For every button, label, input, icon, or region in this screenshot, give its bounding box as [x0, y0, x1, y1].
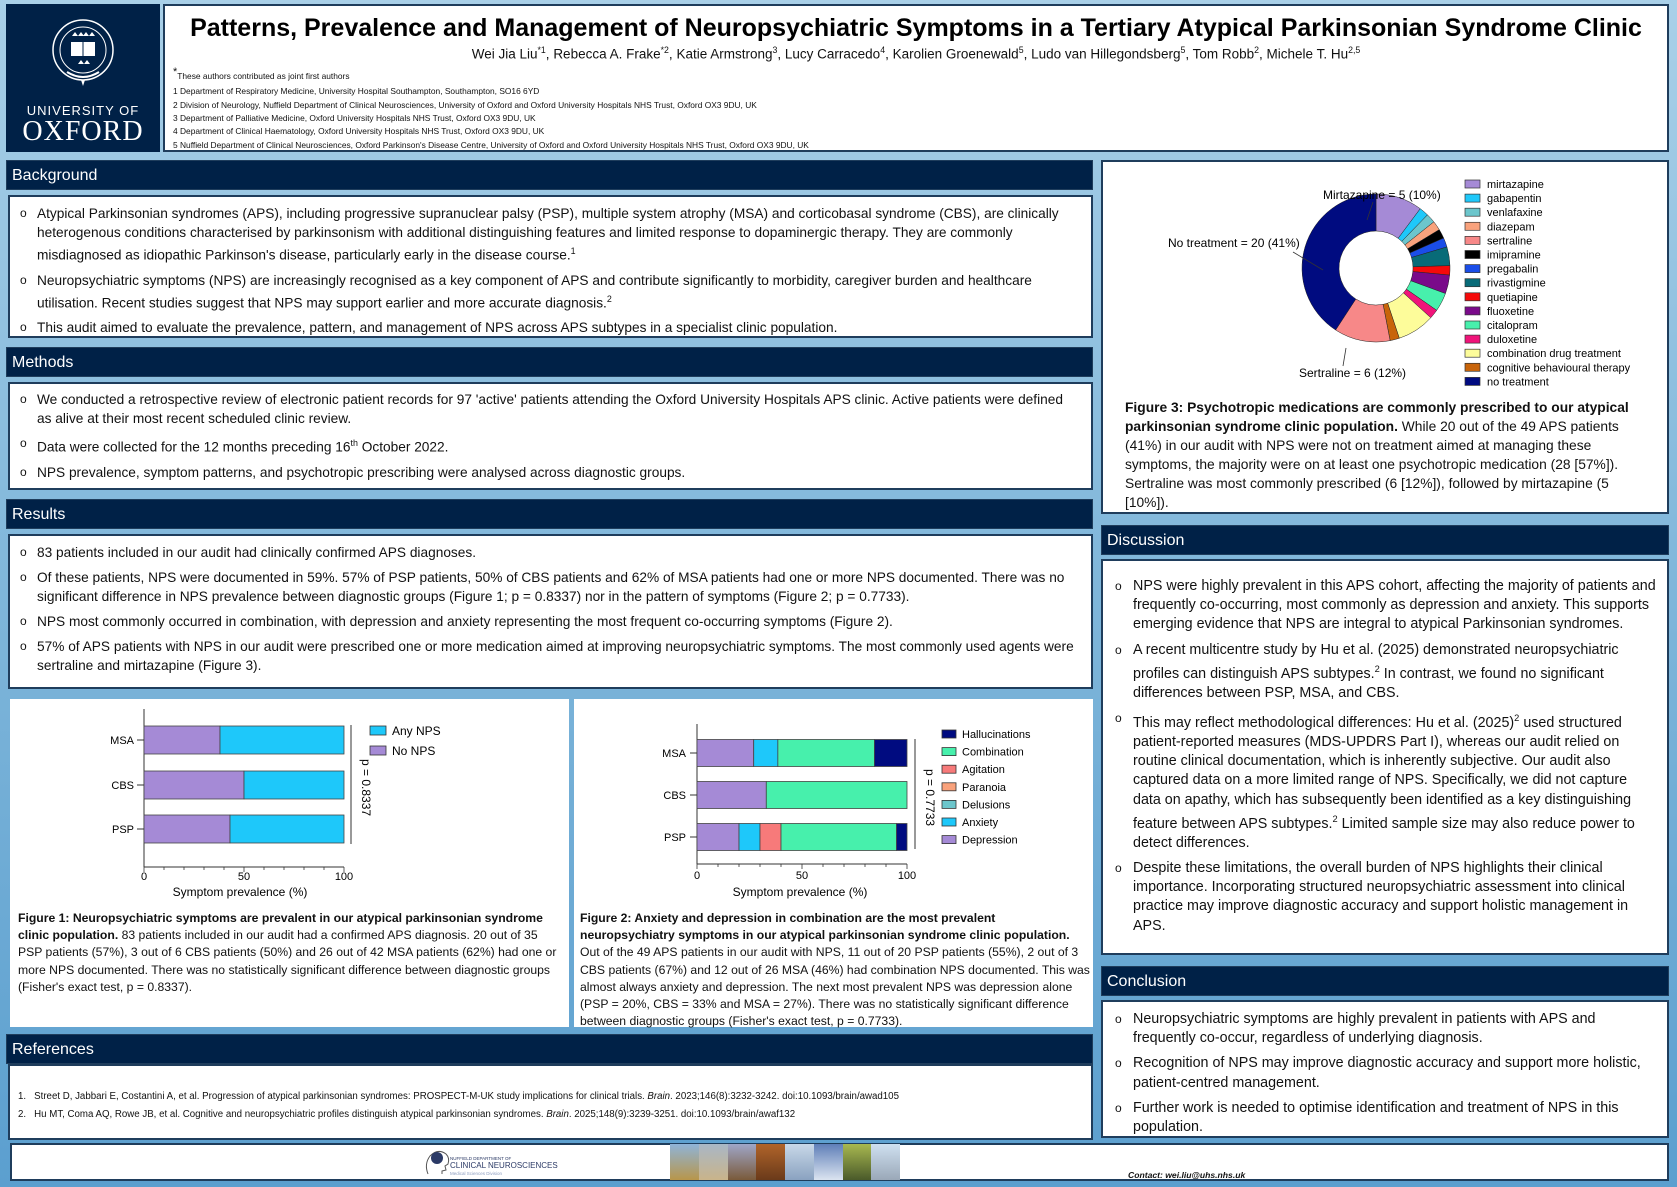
discussion-bullet: o A recent multicentre study by Hu et al. (2025) demonstrated neuropsychiatric profiles can distinguish APS subtypes.$^2$ In contrast, we found no significant differences between PSP, MSA, and CBS. — [1103, 641, 1657, 703]
svg-text:50: 50 — [237, 871, 251, 883]
bar-segment — [244, 771, 344, 799]
conclusion-heading: Conclusion — [1101, 966, 1669, 996]
results-bullet: o NPS most commonly occurred in combination, with depression and anxiety representing the most frequent co-occurring symptoms (Figure 2). — [10, 612, 1079, 631]
results-section — [8, 534, 1093, 689]
author: Katie Armstrong — [676, 46, 773, 62]
poster-title: Patterns, Prevalence and Management of Neuropsychiatric Symptoms in a Tertiary Atypical Parkinsonian Syndrome Clinic — [190, 14, 1642, 42]
bar-segment — [220, 726, 344, 754]
category-label: MSA — [662, 748, 686, 760]
legend-label: diazepam — [1487, 221, 1535, 234]
bar-segment — [739, 824, 760, 851]
discussion-bullet: o This may reflect methodological differences: Hu et al. $(2025)^2$ used structured patient-reported measures (MDS-UPDRS Part I), whereas our audit relied on routine clinical documentation, which is inherently subjective. Our audit also captured data on a more limited range of NPS. Specifically, we did not capture data on apathy, which has subsequently been identified as a key distinguishing feature between APS subtypes.$^2$ Limited sample size may also reduce power to detect differences. — [1103, 709, 1657, 853]
bar-segment — [874, 740, 907, 767]
figure-1-panel — [10, 699, 569, 1027]
contact-email[interactable]: Contact: wei.liu@uhs.nhs.uk — [1128, 1170, 1246, 1180]
reference-item: 1. Street D, Jabbari E, Costantini A, et al. Progression of atypical parkinsonian syndromes: PROSPECT-M-UK study implications for clinical trials. Brain. 2023;146(8):3232-3242. doi:10.1093/brain/awad105 — [18, 1091, 899, 1102]
oxford-crest-icon — [45, 14, 121, 90]
figure-2-chart — [574, 699, 1093, 904]
author: Rebecca A. Frake — [553, 46, 661, 62]
conclusion-bullet: o Recognition of NPS may improve diagnostic accuracy and support more holistic, patient-centred management. — [1103, 1054, 1659, 1092]
legend-label: Any NPS — [392, 724, 441, 738]
methods-bullet: o NPS prevalence, symptom patterns, and psychotropic prescribing were analysed across diagnostic groups. — [10, 463, 1079, 482]
legend-label: Agitation — [962, 764, 1005, 777]
svg-text:0: 0 — [140, 871, 148, 883]
conclusion-section — [1101, 1000, 1669, 1138]
methods-bullet: o We conducted a retrospective review of electronic patient records for 97 'active' patients attending the Oxford University Hospitals APS clinic. Active patients were defined as alive at their most recent scheduled clinic review. — [10, 390, 1079, 428]
svg-text:0: 0 — [693, 870, 701, 882]
author: Michele T. Hu — [1266, 46, 1349, 62]
bar-segment — [697, 824, 739, 851]
category-label: PSP — [663, 832, 686, 844]
bar-segment — [766, 782, 907, 809]
svg-text:NUFFIELD DEPARTMENT OF: NUFFIELD DEPARTMENT OF — [450, 1156, 512, 1161]
legend-label: fluoxetine — [1487, 305, 1535, 318]
author: Lucy Carracedo — [784, 46, 881, 62]
figure-3-caption: Figure 3: Psychotropic medications are commonly prescribed to our atypical parkinsonian syndrome clinic population. While 20 out of the 49 APS patients (41%) in our audit with NPS were not on treatment aimed at managing these symptoms, the majority were on at least one psychotropic medication (28 [57%]). Sertraline was most commonly prescribed (6 [12%]), followed by mirtazapine (5 [10%]). — [1125, 400, 1629, 510]
svg-text:100: 100 — [334, 871, 354, 883]
figure-3-panel — [1101, 160, 1669, 514]
reference-item: 2. Hu MT, Coma AQ, Rowe JB, et al. Cognitive and neuropsychiatric profiles distinguish atypical parkinsonian syndromes. Brain. 2025;148(9):3239-3251. doi:10.1093/brain/awaf132 — [18, 1109, 796, 1120]
bar-segment — [760, 824, 781, 851]
bar-segment — [697, 782, 766, 809]
legend-label: sertraline — [1487, 235, 1533, 248]
background-heading: Background — [6, 160, 1093, 190]
bar-segment — [144, 771, 244, 799]
legend-label: no treatment — [1487, 376, 1549, 389]
background-bullet: o Atypical Parkinsonian syndromes (APS), including progressive supranuclear palsy (PSP), multiple system atrophy (MSA) and corticobasal syndrome (CBS), are clinically heterogenous conditions characterised by parkinsonism with additional distinguishing features and limited response to dopaminergic therapy. They are commonly misdiagnosed as idiopathic Parkinson's disease, particularly early in the disease course.$^1$ — [10, 204, 1079, 265]
results-heading: Results — [6, 499, 1093, 529]
legend-label: rivastigmine — [1487, 277, 1546, 290]
bar-segment — [144, 726, 220, 754]
discussion-section — [1101, 559, 1669, 955]
bar-segment — [230, 815, 344, 843]
bar-segment — [697, 740, 754, 767]
bar-segment — [144, 815, 230, 843]
annotation-mirtazapine: Mirtazapine = 5 (10%) — [1323, 188, 1441, 202]
affiliation: 4 Department of Clinical Haematology, Oxford University Hospitals NHS Trust, Oxford OX3 9DU, UK — [173, 126, 545, 137]
affiliations — [173, 66, 809, 152]
author: Wei Jia Liu — [471, 46, 538, 62]
bar-segment — [897, 824, 908, 851]
joint-author-note: *These authors contributed as joint first authors — [173, 66, 350, 81]
annotation-sertraline: Sertraline = 6 (12%) — [1299, 366, 1407, 380]
conclusion-bullet: o Further work is needed to optimise identification and treatment of NPS in this population. — [1103, 1099, 1659, 1137]
affiliation: 5 Nuffield Department of Clinical Neurosciences, Oxford Parkinson's Disease Centre, University of Oxford and Oxford University Hospitals NHS Trust, Oxford OX3 9DU, UK — [173, 139, 809, 150]
figure-1-chart — [10, 699, 569, 899]
legend-label: citalopram — [1487, 320, 1538, 332]
figure-3-chart — [1103, 162, 1667, 392]
bar-segment — [781, 824, 897, 851]
author: Karolien Groenewald — [892, 46, 1019, 62]
legend-label: Depression — [962, 834, 1018, 847]
affiliation: 2 Division of Neurology, Nuffield Department of Clinical Neurosciences, University of Oxford and Oxford University Hospitals NHS Trust, Oxford OX3 9DU, UK — [173, 99, 757, 110]
svg-text:100: 100 — [897, 870, 917, 882]
legend-label: cognitive behavioural therapy — [1487, 362, 1631, 375]
methods-heading: Methods — [6, 347, 1093, 377]
svg-text:Medical Sciences Division: Medical Sciences Division — [450, 1171, 503, 1176]
svg-text:50: 50 — [795, 870, 809, 882]
methods-section — [8, 382, 1093, 490]
bar-segment — [778, 740, 875, 767]
legend-label: Paranoia — [962, 781, 1007, 794]
legend-label: Delusions — [962, 799, 1011, 812]
ndcn-logo — [420, 1146, 570, 1178]
bar-segment — [754, 740, 778, 767]
figure-2-panel — [574, 699, 1093, 1027]
background-bullet: o Neuropsychiatric symptoms (NPS) are increasingly recognised as a key component of APS and contribute significantly to morbidity, caregiver burden and healthcare utilisation. Recent studies suggest that NPS may support earlier and more accurate diagnosis.$^2$ — [10, 271, 1079, 313]
author: Ludo van Hillegondsberg — [1031, 46, 1181, 62]
affiliation: 3 Department of Palliative Medicine, Oxford University Hospitals NHS Trust, Oxford OX3 9DU, UK — [173, 113, 536, 124]
legend-label: mirtazapine — [1487, 179, 1544, 191]
svg-text:CLINICAL NEUROSCIENCES: CLINICAL NEUROSCIENCES — [450, 1161, 558, 1170]
university-logo — [6, 4, 160, 152]
figure-2-caption: Figure 2: Anxiety and depression in combination are the most prevalent neuropsychiatry symptoms in our atypical parkinsonian syndrome clinic population. Out of the 49 APS patients in our audit with NPS, 11 out of 20 PSP patients (55%), 2 out of 3 CBS patients (67%) and 12 out of 26 MSA (46%) had combination NPS documented. This was almost always anxiety and depression. The next most prevalent NPS was depression alone (PSP = 20%, CBS = 33% and MSA = 27%). There was no statistically significant difference between diagnostic groups (Fisher's exact test, p = 0.7733). — [580, 911, 1090, 1029]
institution-line2: OXFORD — [22, 116, 144, 147]
affiliation: 1 Department of Respiratory Medicine, University Hospital Southampton, Southampton, SO16 6YD — [173, 86, 540, 97]
references-section — [8, 1064, 1093, 1140]
brain-head-icon — [420, 1146, 570, 1178]
legend-label: imipramine — [1487, 249, 1541, 262]
legend-label: Hallucinations — [962, 729, 1031, 741]
x-axis-label: Symptom prevalence (%) — [732, 885, 868, 899]
legend-label: gabapentin — [1487, 193, 1542, 206]
category-label: CBS — [111, 780, 134, 792]
legend-label: duloxetine — [1487, 334, 1538, 347]
discussion-bullet: o NPS were highly prevalent in this APS cohort, affecting the majority of patients and frequently co-occurring, most commonly as depression and anxiety. This supports emerging evidence that NPS are integral to atypical Parkinsonian syndromes. — [1103, 577, 1657, 635]
conclusion-bullet: o Neuropsychiatric symptoms are highly prevalent in patients with APS and frequently co-occur, regardless of underlying diagnosis. — [1103, 1010, 1659, 1048]
category-label: CBS — [663, 790, 686, 802]
methods-bullet: o Data were collected for the 12 months preceding 16th October 2022. — [10, 434, 1079, 457]
figure-1-caption: Figure 1: Neuropsychiatric symptoms are prevalent in our atypical parkinsonian syndrome clinic population. 83 patients included in our audit had a confirmed APS diagnosis. 20 out of 35 PSP patients (57%), 3 out of 6 CBS patients (50%) and 26 out of 42 MSA patients (62%) had one or more NPS documented. There was no statistically significant difference between diagnostic groups (Fisher's exact test, p = 0.8337). — [18, 911, 557, 994]
results-bullet: o Of these patients, NPS were documented in 59%. 57% of PSP patients, 50% of CBS patients and 62% of MSA patients had one or more NPS documented. There was no significant difference in NPS prevalence between diagnostic groups (Figure 1; p = 0.8337) nor in the pattern of symptoms (Figure 2; p = 0.7733). — [10, 568, 1079, 606]
results-bullet: o 83 patients included in our audit had clinically confirmed APS diagnoses. — [10, 543, 1079, 562]
results-bullet: o 57% of APS patients with NPS in our audit were prescribed one or more medication aimed at improving neuropsychiatric symptoms. The most commonly used agents were sertraline and mirtazapine (Figure 3). — [10, 637, 1079, 675]
references-heading: References — [6, 1034, 1093, 1064]
background-section — [8, 195, 1093, 338]
p-value: p = 0.7733 — [923, 769, 937, 827]
author: Tom Robb — [1192, 46, 1255, 62]
legend-label: combination drug treatment — [1487, 348, 1621, 361]
discussion-bullet: o Despite these limitations, the overall burden of NPS highlights their clinical importance. Incorporating structured neuropsychiatric assessment into clinical practice may improve diagnostic accuracy and support holistic management in APS. — [1103, 859, 1657, 936]
background-bullet: o This audit aimed to evaluate the prevalence, pattern, and management of NPS across APS subtypes in a specialist clinic population. — [10, 318, 1079, 337]
building-photos-strip — [670, 1144, 900, 1180]
legend-label: quetiapine — [1487, 291, 1538, 304]
legend-label: No NPS — [392, 744, 436, 758]
p-value: p = 0.8337 — [359, 759, 373, 817]
discussion-heading: Discussion — [1101, 525, 1669, 555]
legend-label: Anxiety — [962, 817, 999, 829]
legend-label: Combination — [962, 746, 1024, 759]
annotation-no-treatment: No treatment = 20 (41%) — [1168, 236, 1300, 250]
poster-header — [163, 4, 1669, 152]
legend-label: venlafaxine — [1487, 207, 1543, 220]
category-label: PSP — [111, 824, 134, 836]
category-label: MSA — [110, 735, 134, 747]
author-list: Wei Jia Liu$^{*1}$, Rebecca A. Frake$^{*2}$, Katie Armstrong$^3$, Lucy Carracedo$^4$, Karolien Groenewald$^5$, Ludo van Hillegondsberg$^5$, Tom Robb$^2$, Michele T. Hu$^{2,5}$ — [471, 45, 1361, 62]
legend-label: pregabalin — [1487, 263, 1539, 276]
x-axis-label: Symptom prevalence (%) — [172, 885, 308, 899]
institution-line1: UNIVERSITY OF — [26, 103, 140, 118]
